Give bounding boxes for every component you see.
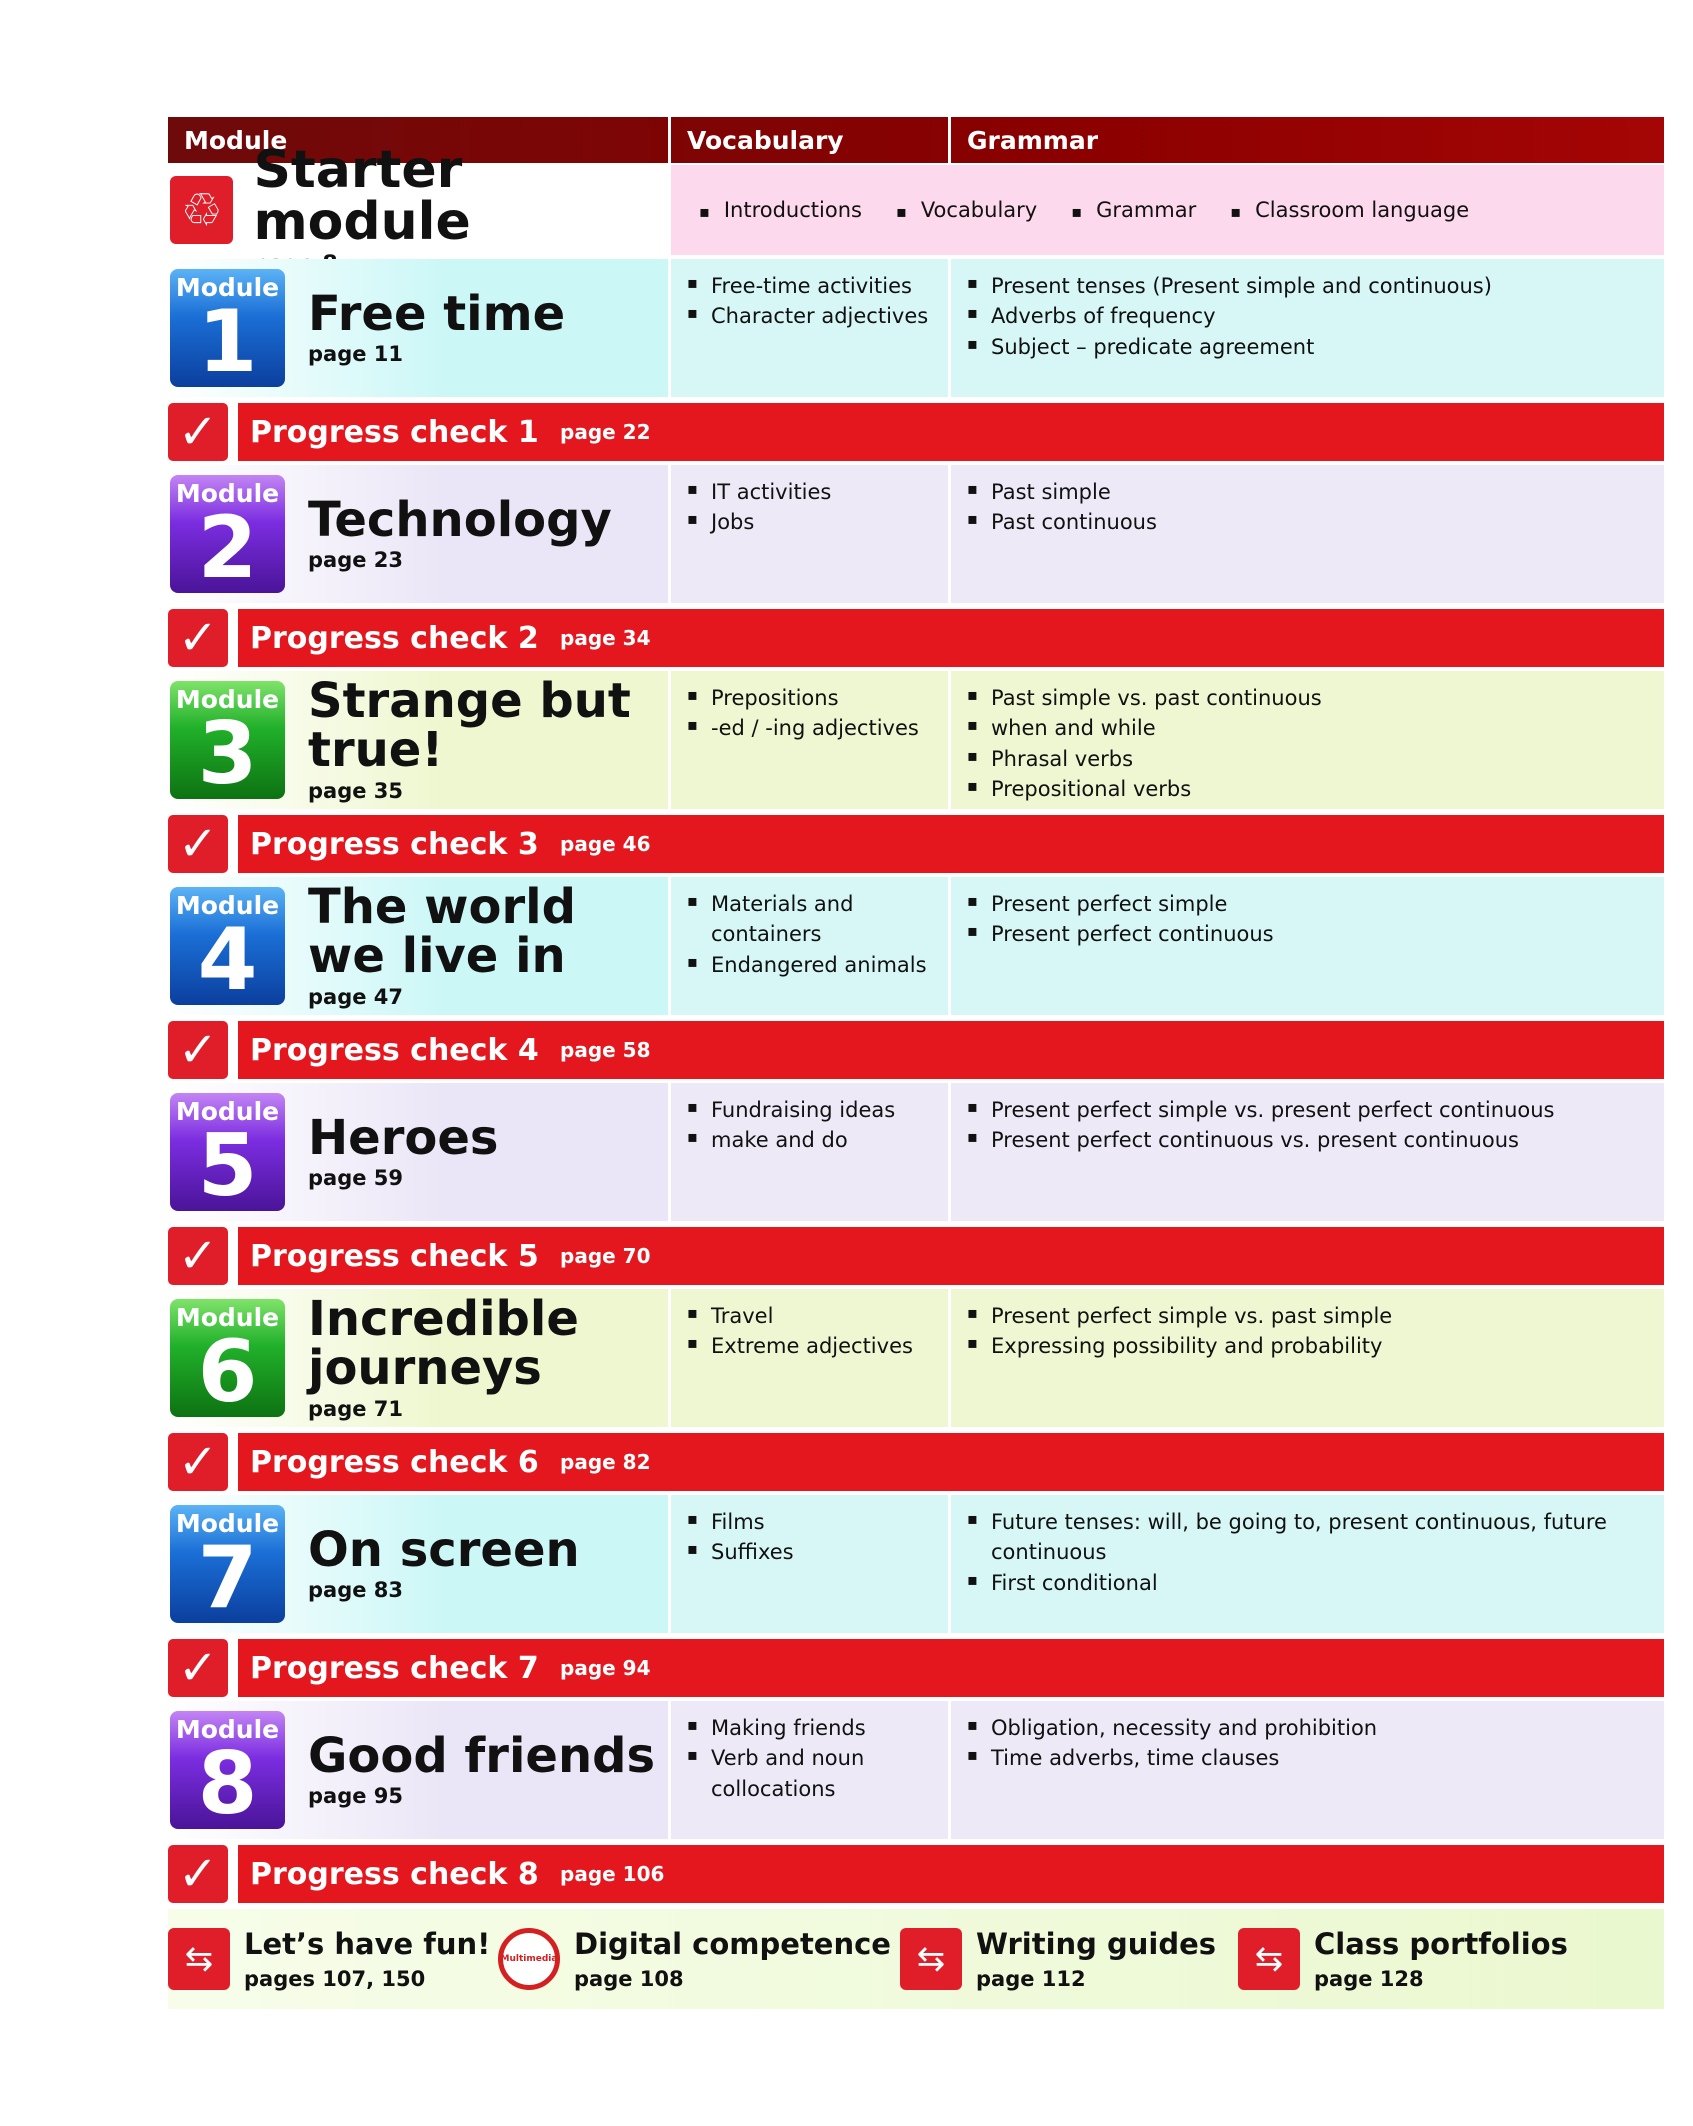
- module-badge: [170, 1299, 285, 1417]
- footer-writing-guides[interactable]: [900, 1926, 1238, 1993]
- header-vocabulary: Vocabulary: [668, 117, 948, 163]
- vocab-item: ▪ Verb and noun collocations: [687, 1743, 948, 1804]
- grammar-item: ▪ Future tenses: will, be going to, present continuous, future continuous: [967, 1507, 1664, 1568]
- progress-check-row[interactable]: [168, 609, 1664, 667]
- progress-check-page: page 82: [560, 1450, 651, 1474]
- module-badge-label: Module: [175, 1097, 280, 1126]
- book-arrow-icon: ⇆: [900, 1928, 962, 1990]
- progress-check-label: Progress check 5: [250, 1238, 539, 1274]
- grammar-cell: [948, 1289, 1664, 1427]
- checkmark-icon: ✓: [168, 1639, 228, 1697]
- progress-check-page: page 34: [560, 626, 651, 650]
- grammar-cell: [948, 1495, 1664, 1633]
- starter-module-row[interactable]: [168, 140, 1664, 255]
- grammar-item: ▪ Present perfect continuous: [967, 919, 1664, 949]
- module-number: 7: [197, 1528, 258, 1623]
- recycle-icon: ♲: [170, 176, 233, 244]
- grammar-item: ▪ Past simple vs. past continuous: [967, 683, 1664, 713]
- module-number: 4: [197, 910, 258, 1005]
- footer-page: page 128: [1314, 1967, 1424, 1991]
- module-title: Incredible journeys: [308, 1291, 579, 1396]
- module-number: 5: [197, 1116, 258, 1211]
- table-of-contents: [168, 117, 1664, 2009]
- module-row[interactable]: [168, 877, 1664, 1015]
- module-page: page 83: [308, 1578, 404, 1603]
- progress-check-page: page 46: [560, 832, 651, 856]
- header-module: Module: [184, 125, 288, 155]
- footer-title: Digital competence: [574, 1926, 891, 1961]
- vocab-item: ▪ Extreme adjectives: [687, 1331, 948, 1361]
- vocabulary-cell: [668, 877, 948, 1015]
- grammar-item: ▪ Past simple: [967, 477, 1664, 507]
- module-badge-label: Module: [175, 1509, 280, 1538]
- module-page: page 23: [308, 548, 404, 573]
- vocabulary-cell: [668, 1083, 948, 1221]
- checkmark-icon: ✓: [168, 1227, 228, 1285]
- vocab-item: ▪ Suffixes: [687, 1537, 948, 1567]
- module-number: 2: [197, 498, 258, 593]
- module-number: 3: [197, 704, 258, 799]
- checkmark-icon: ✓: [168, 815, 228, 873]
- grammar-item: ▪ Expressing possibility and probability: [967, 1331, 1664, 1361]
- grammar-item: ▪ Present perfect simple: [967, 889, 1664, 919]
- grammar-cell: [948, 1083, 1664, 1221]
- starter-title: Starter module: [253, 140, 471, 252]
- progress-check-page: page 58: [560, 1038, 651, 1062]
- progress-check-row[interactable]: [168, 815, 1664, 873]
- footer-title: Writing guides: [976, 1926, 1217, 1961]
- module-badge-label: Module: [175, 1715, 280, 1744]
- module-badge-label: Module: [175, 1303, 280, 1332]
- vocab-item: ▪ Materials and containers: [687, 889, 948, 950]
- starter-topic: ▪ Vocabulary: [896, 198, 1037, 222]
- progress-check-row[interactable]: [168, 403, 1664, 461]
- vocab-item: ▪ Character adjectives: [687, 301, 948, 331]
- progress-check-page: page 94: [560, 1656, 651, 1680]
- module-row[interactable]: [168, 465, 1664, 603]
- vocab-item: ▪ Making friends: [687, 1713, 948, 1743]
- footer-digital-competence[interactable]: [498, 1926, 900, 1993]
- multimedia-icon: Multimedia: [498, 1928, 560, 1990]
- module-title: Heroes: [308, 1109, 499, 1166]
- progress-check-page: page 106: [560, 1862, 665, 1886]
- module-page: page 59: [308, 1166, 404, 1191]
- grammar-cell: [948, 465, 1664, 603]
- module-badge-label: Module: [175, 479, 280, 508]
- module-title: Free time: [308, 285, 566, 342]
- progress-check-label: Progress check 2: [250, 620, 539, 656]
- module-page: page 11: [308, 342, 404, 367]
- vocab-item: ▪ Films: [687, 1507, 948, 1537]
- module-title: Good friends: [308, 1727, 656, 1784]
- vocab-item: ▪ Fundraising ideas: [687, 1095, 948, 1125]
- module-badge: [170, 1093, 285, 1211]
- starter-topics: [668, 165, 1664, 255]
- grammar-item: ▪ Subject – predicate agreement: [967, 332, 1664, 362]
- grammar-cell: [948, 671, 1664, 809]
- grammar-item: ▪ Present perfect simple vs. past simple: [967, 1301, 1664, 1331]
- grammar-item: ▪ Prepositional verbs: [967, 774, 1664, 804]
- grammar-item: ▪ Past continuous: [967, 507, 1664, 537]
- grammar-item: ▪ First conditional: [967, 1568, 1664, 1598]
- grammar-item: ▪ Time adverbs, time clauses: [967, 1743, 1664, 1773]
- footer-title: Let’s have fun!: [244, 1926, 491, 1961]
- progress-check-label: Progress check 4: [250, 1032, 539, 1068]
- vocabulary-cell: [668, 259, 948, 397]
- module-badge: [170, 887, 285, 1005]
- progress-check-row[interactable]: [168, 1639, 1664, 1697]
- vocab-item: ▪ Endangered animals: [687, 950, 948, 980]
- module-title: The world we live in: [308, 879, 576, 984]
- module-row[interactable]: [168, 259, 1664, 397]
- module-badge-label: Module: [175, 685, 280, 714]
- vocabulary-cell: [668, 1289, 948, 1427]
- progress-check-row[interactable]: [168, 1227, 1664, 1285]
- module-title: On screen: [308, 1521, 580, 1578]
- module-badge: [170, 269, 285, 387]
- module-badge: [170, 681, 285, 799]
- checkmark-icon: ✓: [168, 403, 228, 461]
- module-number: 6: [197, 1322, 258, 1417]
- grammar-cell: [948, 877, 1664, 1015]
- module-title: Technology: [308, 491, 612, 548]
- vocab-item: ▪ -ed / -ing adjectives: [687, 713, 948, 743]
- progress-check-row[interactable]: [168, 1433, 1664, 1491]
- grammar-cell: [948, 1701, 1664, 1839]
- progress-check-label: Progress check 8: [250, 1856, 539, 1892]
- grammar-item: ▪ Phrasal verbs: [967, 744, 1664, 774]
- module-row[interactable]: [168, 1289, 1664, 1427]
- checkmark-icon: ✓: [168, 1433, 228, 1491]
- vocab-item: ▪ Prepositions: [687, 683, 948, 713]
- module-row[interactable]: [168, 1701, 1664, 1839]
- checkmark-icon: ✓: [168, 609, 228, 667]
- grammar-item: ▪ Obligation, necessity and prohibition: [967, 1713, 1664, 1743]
- footer-class-portfolios[interactable]: [1238, 1926, 1568, 1993]
- module-badge-label: Module: [175, 891, 280, 920]
- module-page: page 95: [308, 1784, 404, 1809]
- module-title: Strange but true!: [308, 673, 631, 778]
- grammar-item: ▪ Adverbs of frequency: [967, 301, 1664, 331]
- module-row[interactable]: [168, 1083, 1664, 1221]
- progress-check-page: page 70: [560, 1244, 651, 1268]
- starter-topic: ▪ Classroom language: [1230, 198, 1469, 222]
- checkmark-icon: ✓: [168, 1021, 228, 1079]
- module-number: 1: [197, 292, 258, 387]
- module-page: page 47: [308, 984, 404, 1009]
- progress-check-label: Progress check 1: [250, 414, 539, 450]
- vocab-item: ▪ Travel: [687, 1301, 948, 1331]
- module-page: page 71: [308, 1396, 404, 1421]
- module-badge: [170, 1711, 285, 1829]
- module-badge: [170, 475, 285, 593]
- module-row[interactable]: [168, 1495, 1664, 1633]
- progress-check-row[interactable]: [168, 1845, 1664, 1903]
- grammar-item: ▪ Present perfect continuous vs. present continuous: [967, 1125, 1664, 1155]
- progress-check-label: Progress check 3: [250, 826, 539, 862]
- footer-lets-have-fun[interactable]: [168, 1926, 498, 1993]
- starter-topic: ▪ Grammar: [1071, 198, 1196, 222]
- checkmark-icon: ✓: [168, 1845, 228, 1903]
- vocabulary-cell: [668, 465, 948, 603]
- footer-page: page 112: [976, 1967, 1086, 1991]
- progress-check-label: Progress check 7: [250, 1650, 539, 1686]
- footer-title: Class portfolios: [1314, 1926, 1568, 1961]
- vocab-item: ▪ IT activities: [687, 477, 948, 507]
- module-badge-label: Module: [175, 273, 280, 302]
- module-row[interactable]: [168, 671, 1664, 809]
- starter-topic: ▪ Introductions: [699, 198, 862, 222]
- book-arrow-icon: ⇆: [168, 1928, 230, 1990]
- footer-page: page 108: [574, 1967, 684, 1991]
- vocabulary-cell: [668, 1701, 948, 1839]
- module-number: 8: [197, 1734, 258, 1829]
- vocabulary-cell: [668, 1495, 948, 1633]
- progress-check-label: Progress check 6: [250, 1444, 539, 1480]
- extras-footer: [168, 1909, 1664, 2009]
- progress-check-page: page 22: [560, 420, 651, 444]
- vocab-item: ▪ Jobs: [687, 507, 948, 537]
- module-page: page 35: [308, 778, 404, 803]
- grammar-cell: [948, 259, 1664, 397]
- header-grammar: Grammar: [948, 117, 1664, 163]
- grammar-item: ▪ Present perfect simple vs. present perfect continuous: [967, 1095, 1664, 1125]
- book-arrow-icon: ⇆: [1238, 1928, 1300, 1990]
- module-badge: [170, 1505, 285, 1623]
- vocab-item: ▪ Free-time activities: [687, 271, 948, 301]
- grammar-item: ▪ when and while: [967, 713, 1664, 743]
- grammar-item: ▪ Present tenses (Present simple and continuous): [967, 271, 1664, 301]
- progress-check-row[interactable]: [168, 1021, 1664, 1079]
- footer-page: pages 107, 150: [244, 1967, 426, 1991]
- vocabulary-cell: [668, 671, 948, 809]
- vocab-item: ▪ make and do: [687, 1125, 948, 1155]
